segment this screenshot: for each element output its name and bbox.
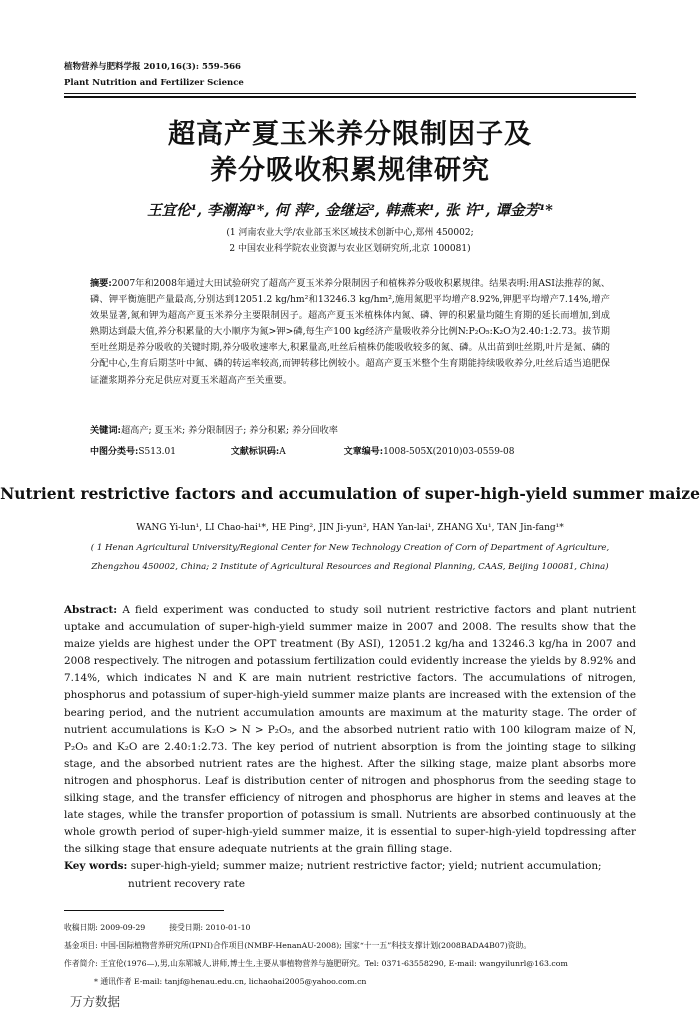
article-no-label: 文章编号: — [343, 447, 384, 457]
watermark-text: 万方数据 — [70, 994, 121, 1009]
footnote-dates — [64, 922, 636, 933]
doc-code-label: 文献标识码: — [230, 447, 280, 457]
keywords-en — [64, 857, 636, 893]
affiliation-cn-2: 2 中国农业科学院农业资源与农业区划研究所,北京 100081) — [229, 244, 471, 254]
title-cn-line1: 超高产夏玉米养分限制因子及 — [168, 119, 532, 150]
authors-en: WANG Yi-lun¹, LI Chao-hai¹*, HE Ping², JIN Ji-yun², HAN Yan-lai¹, ZHANG Xu¹, TAN Jin-fang¹* — [136, 523, 564, 533]
abstract-en-text: A field experiment was conducted to study soil nutrient restrictive factors and plant nutrient uptake and accumulation of super-high-yield summer maize in 2007 and 2008. The results show that the maize yields are highest under the OPT treatment (By ASI), 12051.2 kg/ha and 13246.3 kg/ha in 2007 and 2008 respectively. The nitrogen and potassium fertilization could evidently increase the yields by 8.92% and 7.14%, which indicates N and K are main nutrient restrictive factors. The accumulations of nitrogen, phosphorus and potassium of super-high-yield summer maize plants are increased with the extension of the bearing period, and the nutrient accumulation amounts are maximum at the maturity stage. The order of nutrient accumulations is K₂O > N > P₂O₅, and the absorbed nutrient ratio with 100 kilogram maize of N, P₂O₅ and K₂O are 2.40:1:2.73. The key period of nutrient absorption is from the jointing stage to silking stage, and the absorbed nutrient rates are the highest. After the silking stage, maize plant absorbs more nitrogen and phosphorus. Leaf is distribution center of nitrogen and phosphorus from the seeding stage to silking stage, and the transfer efficiency of nitrogen and phosphorus are higher in stems and leaves at the late stages, while the transfer proportion of potassium is small. Nutrients are absorbed continuously at the whole growth period of super-high-yield summer maize, it is essential to super-high-yield topdressing after the silking stage that ensure adequate nutrients at the grain filling stage. — [64, 604, 636, 856]
clc-label: 中图分类号: — [90, 447, 139, 457]
keywords-cn-label: 关键词: — [90, 425, 121, 436]
clc-value: S513.01 — [138, 447, 176, 457]
header-rule-thin — [64, 93, 636, 94]
abstract-en-label: Abstract: — [64, 604, 118, 616]
footnote-funding: 基金项目: 中国-国际植物营养研究所(IPNI)合作项目(NMBF-HenanAU-2008); 国家“十一五”科技支撑计划(2008BADA4B07)资助。 — [64, 941, 532, 950]
keywords-en-label: Key words: — [64, 860, 128, 872]
footnote-corresponding: * 通讯作者 E-mail: tanjf@henau.edu.cn, lichaohai2005@yahoo.com.cn — [94, 977, 367, 986]
keywords-cn-text: 超高产; 夏玉米; 养分限制因子; 养分积累; 养分回收率 — [120, 425, 338, 436]
header-rule-thick — [64, 96, 636, 98]
keywords-cn — [90, 422, 338, 436]
journal-cn-line: 植物营养与肥料学报 2010,16(3): 559-566 — [64, 62, 241, 72]
article-no-value: 1008-505X(2010)03-0559-08 — [383, 447, 515, 457]
affiliation-cn-1: (1 河南农业大学/农业部玉米区域技术创新中心,郑州 450002; — [226, 228, 474, 238]
journal-en-line: Plant Nutrition and Fertilizer Science — [64, 78, 244, 88]
abstract-en — [64, 602, 636, 858]
classification-cn — [90, 444, 610, 457]
title-cn-line2: 养分吸收积累规律研究 — [210, 155, 490, 186]
accepted-date: 接受日期: 2010-01-10 — [169, 923, 251, 932]
keywords-en-text: super-high-yield; summer maize; nutrient restrictive factor; yield; nutrient accumulation; — [130, 860, 602, 872]
affiliation-en-2: Zhengzhou 450002, China; 2 Institute of Agricultural Resources and Regional Planning, CAAS, Beijing 100081, China) — [91, 562, 609, 572]
received-date: 收稿日期: 2009-09-29 — [64, 923, 146, 932]
affiliation-en-1: ( 1 Henan Agricultural University/Regional Center for New Technology Creation of Corn of Department of Agriculture, — [90, 543, 610, 553]
abstract-cn-text: 2007年和2008年通过大田试验研究了超高产夏玉米养分限制因子和植株养分吸收积累规律。结果表明:用ASI法推荐的氮、磷、钾平衡施肥产量最高,分别达到12051.2 kg/hm²和13246.3 kg/hm²,施用氮肥平均增产8.92%,钾肥平均增产7.14%,增产效果显著,氮和钾为超高产夏玉米养分主要限制因子。超高产夏玉米植株体内氮、磷、钾的积累量均随生育期的延长而增加,到成熟期达到最大值,养分积累量的大小顺序为氮>钾>磷,每生产100 kg经济产量吸收养分比例N:P₂O₅:K₂O为2.40:1:2.73。拔节期至吐丝期是养分吸收的关键时期,养分吸收速率大,积累量高,吐丝后植株仍能吸收较多的氮、磷。从出苗到吐丝期,叶片是氮、磷的分配中心,生育后期茎叶中氮、磷的转运率较高,而钾转移比例较小。超高产夏玉米整个生育期能持续吸收养分,吐丝后适当追肥保证灌浆期养分充足供应对夏玉米超高产至关重要。 — [90, 278, 611, 386]
footnote-author-info: 作者简介: 王宜伦(1976—),男,山东郓城人,讲师,博士生,主要从事植物营养与施肥研究。Tel: 0371-63558290, E-mail: wangyilunrl@163.com — [64, 959, 568, 968]
authors-cn: 王宜伦¹, 李潮海¹*, 何 萍², 金继运², 韩燕来¹, 张 许¹, 谭金芳¹* — [147, 202, 553, 219]
doc-code-value: A — [279, 447, 286, 457]
abstract-cn — [90, 276, 610, 389]
abstract-cn-label: 摘要: — [90, 278, 112, 289]
footnote-rule — [64, 910, 224, 911]
title-en: Nutrient restrictive factors and accumulation of super-high-yield summer maize — [0, 484, 700, 503]
keywords-en-cont: nutrient recovery rate — [128, 878, 246, 890]
